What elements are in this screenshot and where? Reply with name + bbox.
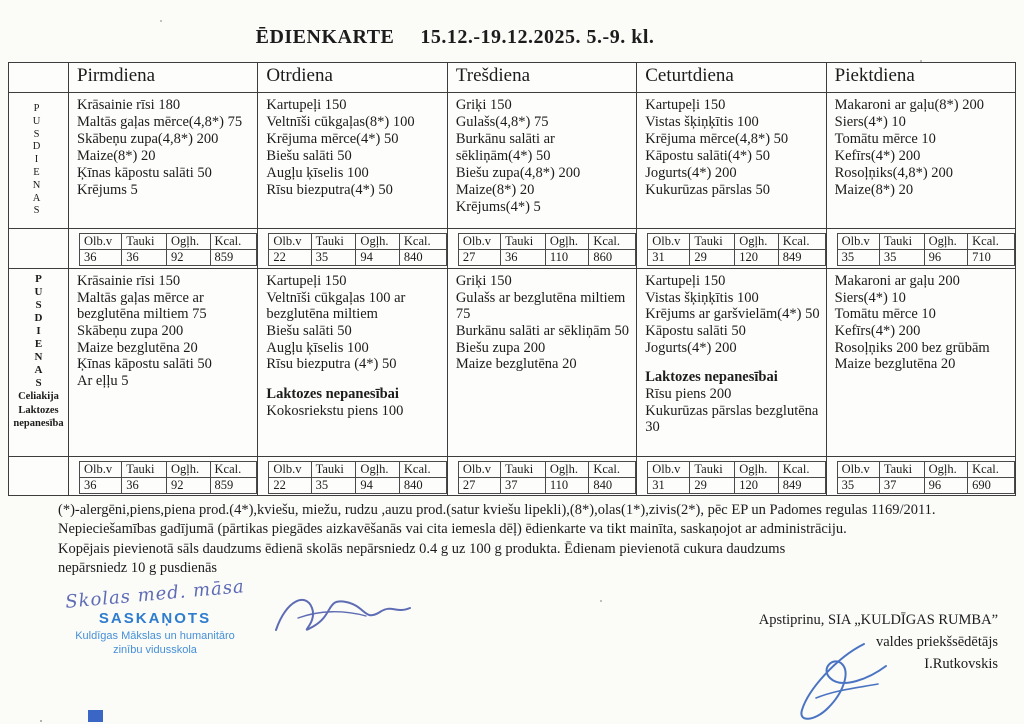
nutrition-value-cell: 94 bbox=[356, 478, 399, 494]
nutrition-header-cell: Tauki bbox=[879, 234, 924, 250]
day-column-ceturtdiena bbox=[637, 63, 826, 495]
menu-item: Augļu ķīselis 100 bbox=[266, 339, 369, 356]
vertical-letter: A bbox=[34, 364, 43, 376]
nutrition-header-cell: Kcal. bbox=[778, 234, 825, 250]
day-header: Otrdiena bbox=[258, 63, 446, 93]
footer-line-allergens: (*)-alergēni,piens,piena prod.(4*),kviešu, miežu, rudzu ,auzu prod.(satur kviešu lipekli),(8*),olas(1*),zivis(2*), pēc EP un Padomes regulas 1169/2011. bbox=[58, 502, 936, 518]
menu-item: Siers(4*) 10 bbox=[834, 113, 906, 130]
vertical-letter: S bbox=[35, 299, 42, 311]
vertical-letter: E bbox=[33, 166, 40, 178]
menu-item: Biešu zupa(4,8*) 200 bbox=[455, 164, 581, 181]
lactose-heading: Laktozes nepanesībai bbox=[266, 386, 399, 403]
nutrition-value-cell: 36 bbox=[80, 250, 122, 266]
nutrition-table bbox=[458, 461, 636, 494]
menu-item: Biešu zupa 200 bbox=[455, 339, 546, 356]
vertical-letter: S bbox=[33, 128, 40, 140]
footer-line-salt: Kopējais pievienotā sāls daudzums ēdienā skolās nepārsniedz 0.4 g uz 100 g produkta. Ēdienam pievienotā cukura daudzums bbox=[58, 540, 786, 557]
nutrition-table bbox=[79, 233, 257, 266]
menu-cell-special bbox=[637, 269, 825, 457]
nutrition-value-cell: 849 bbox=[778, 478, 825, 494]
day-column-otrdiena bbox=[258, 63, 447, 495]
menu-item: Kartupeļi 150 bbox=[266, 97, 347, 113]
nutrition-cell bbox=[69, 229, 257, 269]
nutrition-header-cell: Kcal. bbox=[589, 462, 636, 478]
side-nutrition-spacer bbox=[9, 229, 68, 269]
menu-item: Ķīnas kāpostu salāti 50 bbox=[77, 164, 212, 181]
nutrition-value-cell: 37 bbox=[879, 478, 924, 494]
nutrition-header-cell: Kcal. bbox=[399, 234, 446, 250]
signature-scribble-right bbox=[786, 638, 906, 724]
menu-cell-regular bbox=[448, 93, 636, 229]
nutrition-header-cell: Olb.v bbox=[458, 234, 500, 250]
nutrition-value-cell: 120 bbox=[735, 478, 778, 494]
menu-item: Makaroni ar gaļu 200 bbox=[834, 273, 960, 289]
menu-item: Tomātu mērce 10 bbox=[834, 306, 936, 323]
nutrition-header-cell: Tauki bbox=[311, 234, 356, 250]
menu-item: Maltās gaļas mērce(4,8*) 75 bbox=[77, 113, 243, 130]
menu-item: Kefīrs(4*) 200 bbox=[834, 323, 921, 340]
nutrition-value-cell: 35 bbox=[311, 250, 356, 266]
nutrition-header-cell: Olb.v bbox=[80, 234, 122, 250]
menu-item: Skābeņu zupa 200 bbox=[77, 323, 184, 340]
nutrition-header-cell: Olb.v bbox=[80, 462, 122, 478]
nutrition-table bbox=[79, 461, 257, 494]
nutrition-header-cell: Ogļh. bbox=[167, 234, 210, 250]
menu-item: Ķīnas kāpostu salāti 50 bbox=[77, 356, 212, 373]
menu-cell-special bbox=[258, 269, 446, 457]
nutrition-header-cell: Ogļh. bbox=[924, 234, 967, 250]
vertical-letter: N bbox=[32, 179, 41, 191]
nutrition-header-cell: Kcal. bbox=[210, 462, 257, 478]
menu-item: Krāsainie rīsi 150 bbox=[77, 273, 181, 289]
vertical-letter: S bbox=[33, 205, 40, 217]
nutrition-value-cell: 36 bbox=[122, 478, 167, 494]
menu-title: ĒDIENKARTE bbox=[255, 26, 395, 48]
menu-item: Biešu salāti 50 bbox=[266, 323, 352, 340]
menu-cell-regular bbox=[69, 93, 257, 229]
nutrition-table bbox=[647, 461, 825, 494]
nutrition-value-cell: 22 bbox=[269, 250, 311, 266]
nutrition-cell bbox=[827, 457, 1015, 497]
nutrition-value-cell: 110 bbox=[545, 478, 588, 494]
lactose-list bbox=[645, 386, 821, 436]
menu-item: Maize(8*) 20 bbox=[834, 181, 914, 198]
menu-item: Krāsainie rīsi 180 bbox=[77, 97, 181, 113]
nutrition-cell bbox=[827, 229, 1015, 269]
nutrition-header-cell: Olb.v bbox=[837, 234, 879, 250]
side-column bbox=[9, 63, 69, 495]
vertical-letter: P bbox=[35, 273, 42, 285]
menu-item: Vistas šķiņķītis 100 bbox=[645, 113, 759, 130]
menu-item: Maize(8*) 20 bbox=[77, 147, 156, 164]
menu-cell-regular bbox=[637, 93, 825, 229]
nutrition-value-cell: 36 bbox=[501, 250, 546, 266]
nutrition-table bbox=[837, 233, 1015, 266]
menu-item: Siers(4*) 10 bbox=[834, 289, 906, 306]
menu-item: Maize bezglutēna 20 bbox=[455, 356, 577, 373]
nutrition-value-cell: 29 bbox=[690, 478, 735, 494]
nutrition-value-cell: 849 bbox=[778, 250, 825, 266]
nutrition-value-cell: 35 bbox=[837, 250, 879, 266]
menu-item: Kefīrs(4*) 200 bbox=[834, 147, 921, 164]
nutrition-header-cell: Tauki bbox=[501, 462, 546, 478]
menu-cell-regular bbox=[258, 93, 446, 229]
menu-list bbox=[456, 273, 632, 373]
menu-item: Kartupeļi 150 bbox=[645, 97, 726, 113]
day-header: Pirmdiena bbox=[69, 63, 257, 93]
footer-line-sugar: nepārsniedz 10 g pusdienās bbox=[58, 559, 218, 576]
vertical-letter: U bbox=[32, 115, 41, 127]
menu-item: Maltās gaļas mērce ar bezglutēna miltiem 75 bbox=[77, 289, 207, 323]
nutrition-cell bbox=[448, 229, 636, 269]
menu-item: Gulašs ar bezglutēna miltiem 75 bbox=[455, 289, 626, 323]
menu-item: Maize bezglutēna 20 bbox=[77, 339, 198, 356]
approval-role-line: valdes priekšsēdētājs bbox=[875, 633, 998, 650]
nutrition-value-cell: 710 bbox=[968, 250, 1015, 266]
nutrition-value-cell: 860 bbox=[589, 250, 636, 266]
side-sublabel-laktozes: Laktozes bbox=[18, 404, 59, 416]
menu-item: Maize bezglutēna 20 bbox=[834, 356, 956, 373]
menu-item: Kāpostu salāti 50 bbox=[645, 323, 746, 340]
stamp-school-name bbox=[36, 629, 274, 658]
vertical-letter: D bbox=[32, 141, 41, 153]
menu-item: Rīsu biezputra(4*) 50 bbox=[266, 181, 393, 198]
menu-item: Kukurūzas pārslas 50 bbox=[645, 181, 771, 198]
nutrition-header-cell: Kcal. bbox=[968, 234, 1015, 250]
lactose-heading: Laktozes nepanesībai bbox=[645, 369, 778, 386]
nutrition-value-cell: 96 bbox=[924, 250, 967, 266]
vertical-letter: N bbox=[34, 351, 43, 363]
nutrition-cell bbox=[69, 457, 257, 497]
nutrition-value-cell: 27 bbox=[458, 478, 500, 494]
nutrition-cell bbox=[637, 229, 825, 269]
nutrition-table bbox=[458, 233, 636, 266]
menu-item: Gulašs(4,8*) 75 bbox=[455, 113, 549, 130]
lactose-list bbox=[266, 403, 442, 420]
nutrition-header-cell: Olb.v bbox=[648, 462, 690, 478]
menu-item: Kokosriekstu piens 100 bbox=[266, 402, 404, 419]
menu-item: Jogurts(4*) 200 bbox=[645, 164, 737, 181]
menu-item: Rosoļņiks 200 bez grūbām bbox=[834, 339, 990, 356]
nutrition-value-cell: 94 bbox=[356, 250, 399, 266]
menu-item: Biešu salāti 50 bbox=[266, 147, 352, 164]
page-title bbox=[130, 26, 780, 49]
menu-date-range: 15.12.-19.12.2025. 5.-9. kl. bbox=[420, 26, 655, 48]
menu-list bbox=[266, 273, 442, 373]
menu-item: Kartupeļi 150 bbox=[266, 273, 347, 289]
menu-item: Krējums(4*) 5 bbox=[455, 198, 541, 215]
nutrition-header-cell: Tauki bbox=[501, 234, 546, 250]
menu-cell-special bbox=[827, 269, 1015, 457]
nutrition-header-cell: Olb.v bbox=[837, 462, 879, 478]
nutrition-header-cell: Tauki bbox=[690, 462, 735, 478]
vertical-letter: D bbox=[34, 312, 43, 324]
nutrition-value-cell: 29 bbox=[690, 250, 735, 266]
nutrition-header-cell: Ogļh. bbox=[167, 462, 210, 478]
day-column-piektdiena bbox=[827, 63, 1015, 495]
nutrition-value-cell: 35 bbox=[879, 250, 924, 266]
vertical-letter: U bbox=[34, 286, 43, 298]
nutrition-value-cell: 840 bbox=[399, 250, 446, 266]
nutrition-cell bbox=[258, 457, 446, 497]
nutrition-value-cell: 37 bbox=[501, 478, 546, 494]
side-label-pusdienas-2 bbox=[9, 269, 68, 390]
nutrition-header-cell: Ogļh. bbox=[545, 462, 588, 478]
nutrition-value-cell: 35 bbox=[311, 478, 356, 494]
nutrition-header-cell: Olb.v bbox=[269, 462, 311, 478]
vertical-letter: I bbox=[36, 325, 41, 337]
nutrition-header-cell: Olb.v bbox=[269, 234, 311, 250]
nutrition-value-cell: 36 bbox=[80, 478, 122, 494]
menu-list bbox=[645, 273, 821, 356]
handwritten-note: Skolas med. māsa bbox=[64, 576, 246, 613]
side-label-pusdienas bbox=[9, 93, 68, 229]
day-column-pirmdiena bbox=[69, 63, 258, 495]
nutrition-header-cell: Ogļh. bbox=[356, 234, 399, 250]
day-header: Ceturtdiena bbox=[637, 63, 825, 93]
nutrition-value-cell: 36 bbox=[122, 250, 167, 266]
menu-item: Veltnīši cūkgaļas 100 ar bezglutēna miltiem bbox=[266, 289, 406, 323]
nutrition-header-cell: Ogļh. bbox=[735, 462, 778, 478]
nutrition-cell bbox=[448, 457, 636, 497]
menu-item: Kāpostu salāti(4*) 50 bbox=[645, 147, 771, 164]
vertical-letter: S bbox=[35, 377, 42, 389]
vertical-letter: A bbox=[32, 192, 41, 204]
menu-item: Kukurūzas pārslas bezglutēna 30 bbox=[645, 402, 819, 436]
menu-item: Burkānu salāti ar sēkliņām 50 bbox=[455, 323, 629, 340]
nutrition-header-cell: Kcal. bbox=[589, 234, 636, 250]
nutrition-table bbox=[647, 233, 825, 266]
nutrition-value-cell: 92 bbox=[167, 478, 210, 494]
nutrition-value-cell: 120 bbox=[735, 250, 778, 266]
menu-item: Skābeņu zupa(4,8*) 200 bbox=[77, 130, 219, 147]
nutrition-table bbox=[268, 461, 446, 494]
menu-item: Rosoļņiks(4,8*) 200 bbox=[834, 164, 954, 181]
nutrition-header-cell: Ogļh. bbox=[924, 462, 967, 478]
nutrition-header-cell: Tauki bbox=[690, 234, 735, 250]
nutrition-header-cell: Olb.v bbox=[458, 462, 500, 478]
nutrition-value-cell: 859 bbox=[210, 478, 257, 494]
scan-artifact-blue bbox=[88, 710, 103, 722]
vertical-letter: E bbox=[34, 338, 43, 350]
menu-list bbox=[835, 273, 1011, 373]
nutrition-header-cell: Ogļh. bbox=[545, 234, 588, 250]
side-header-cell bbox=[9, 63, 68, 93]
menu-item: Krējums 5 bbox=[77, 181, 138, 198]
menu-item: Tomātu mērce 10 bbox=[834, 130, 936, 147]
day-header: Trešdiena bbox=[448, 63, 636, 93]
nutrition-value-cell: 96 bbox=[924, 478, 967, 494]
nutrition-header-cell: Tauki bbox=[311, 462, 356, 478]
nutrition-table bbox=[837, 461, 1015, 494]
menu-table bbox=[8, 62, 1016, 496]
day-header: Piektdiena bbox=[827, 63, 1015, 93]
nutrition-header-cell: Tauki bbox=[122, 234, 167, 250]
nutrition-cell bbox=[637, 457, 825, 497]
stamp-school-line2: zinību vidusskola bbox=[113, 644, 197, 657]
side-sublabel-celiakija: Celiakija bbox=[18, 391, 59, 402]
menu-cell-special bbox=[69, 269, 257, 457]
menu-item: Augļu ķīselis 100 bbox=[266, 164, 369, 181]
approval-name-line: I.Rutkovskis bbox=[924, 655, 998, 672]
approval-company-line: Apstiprinu, SIA „KULDĪGAS RUMBA” bbox=[758, 612, 998, 628]
nutrition-header-cell: Kcal. bbox=[778, 462, 825, 478]
menu-item: Ar eļļu 5 bbox=[77, 373, 129, 390]
footer-line-changes: Nepieciešamības gadījumā (pārtikas piegādes aizkavēšanās vai cita iemesla dēļ) ēdienkarte va tikt mainīta, saskaņojot ar administrāciju. bbox=[58, 521, 847, 538]
nutrition-value-cell: 840 bbox=[399, 478, 446, 494]
nutrition-header-cell: Kcal. bbox=[210, 234, 257, 250]
stamp-school-line1: Kuldīgas Mākslas un humanitāro bbox=[75, 630, 235, 642]
nutrition-value-cell: 31 bbox=[648, 250, 690, 266]
menu-item: Vistas šķiņķītis 100 bbox=[645, 289, 759, 306]
nutrition-header-cell: Kcal. bbox=[399, 462, 446, 478]
nutrition-value-cell: 690 bbox=[968, 478, 1015, 494]
menu-item: Griķi 150 bbox=[455, 273, 512, 289]
day-column-tresdiena bbox=[448, 63, 637, 495]
menu-item: Jogurts(4*) 200 bbox=[645, 339, 737, 356]
nutrition-value-cell: 840 bbox=[589, 478, 636, 494]
side-label-special bbox=[9, 269, 68, 457]
side-sublabel-nepanesiba: nepanesība bbox=[13, 418, 64, 429]
menu-item: Burkānu salāti ar sēkliņām(4*) 50 bbox=[455, 130, 555, 164]
menu-item: Krējuma mērce(4*) 50 bbox=[266, 130, 399, 147]
nutrition-value-cell: 27 bbox=[458, 250, 500, 266]
nutrition-header-cell: Kcal. bbox=[968, 462, 1015, 478]
nutrition-value-cell: 31 bbox=[648, 478, 690, 494]
nutrition-header-cell: Ogļh. bbox=[735, 234, 778, 250]
menu-item: Krējums ar garšvielām(4*) 50 bbox=[645, 306, 820, 323]
menu-item: Rīsu piens 200 bbox=[645, 386, 732, 403]
menu-item: Kartupeļi 150 bbox=[645, 273, 726, 289]
vertical-letter: I bbox=[34, 154, 39, 166]
nutrition-value-cell: 110 bbox=[545, 250, 588, 266]
nutrition-table bbox=[268, 233, 446, 266]
menu-item: Veltnīši cūkgaļas(8*) 100 bbox=[266, 113, 415, 130]
menu-item: Krējuma mērce(4,8*) 50 bbox=[645, 130, 789, 147]
menu-list bbox=[77, 273, 253, 390]
menu-cell-special bbox=[448, 269, 636, 457]
nutrition-header-cell: Olb.v bbox=[648, 234, 690, 250]
nutrition-value-cell: 35 bbox=[837, 478, 879, 494]
menu-item: Makaroni ar gaļu(8*) 200 bbox=[834, 97, 985, 113]
menu-cell-regular bbox=[827, 93, 1015, 229]
nutrition-header-cell: Ogļh. bbox=[356, 462, 399, 478]
menu-item: Griķi 150 bbox=[455, 97, 512, 113]
nutrition-value-cell: 22 bbox=[269, 478, 311, 494]
stamp-saskanots: SASKAŅOTS bbox=[98, 610, 212, 627]
signature-scribble-left bbox=[268, 588, 418, 646]
scan-speck bbox=[40, 720, 42, 722]
nutrition-header-cell: Tauki bbox=[122, 462, 167, 478]
nutrition-value-cell: 92 bbox=[167, 250, 210, 266]
nutrition-value-cell: 859 bbox=[210, 250, 257, 266]
nutrition-cell bbox=[258, 229, 446, 269]
footer-notes bbox=[58, 501, 1010, 578]
menu-item: Maize(8*) 20 bbox=[455, 181, 535, 198]
side-nutrition-spacer bbox=[9, 457, 68, 497]
menu-item: Rīsu biezputra (4*) 50 bbox=[266, 356, 397, 373]
nutrition-header-cell: Tauki bbox=[879, 462, 924, 478]
approval-left-block bbox=[36, 576, 274, 658]
vertical-letter: P bbox=[33, 103, 40, 114]
